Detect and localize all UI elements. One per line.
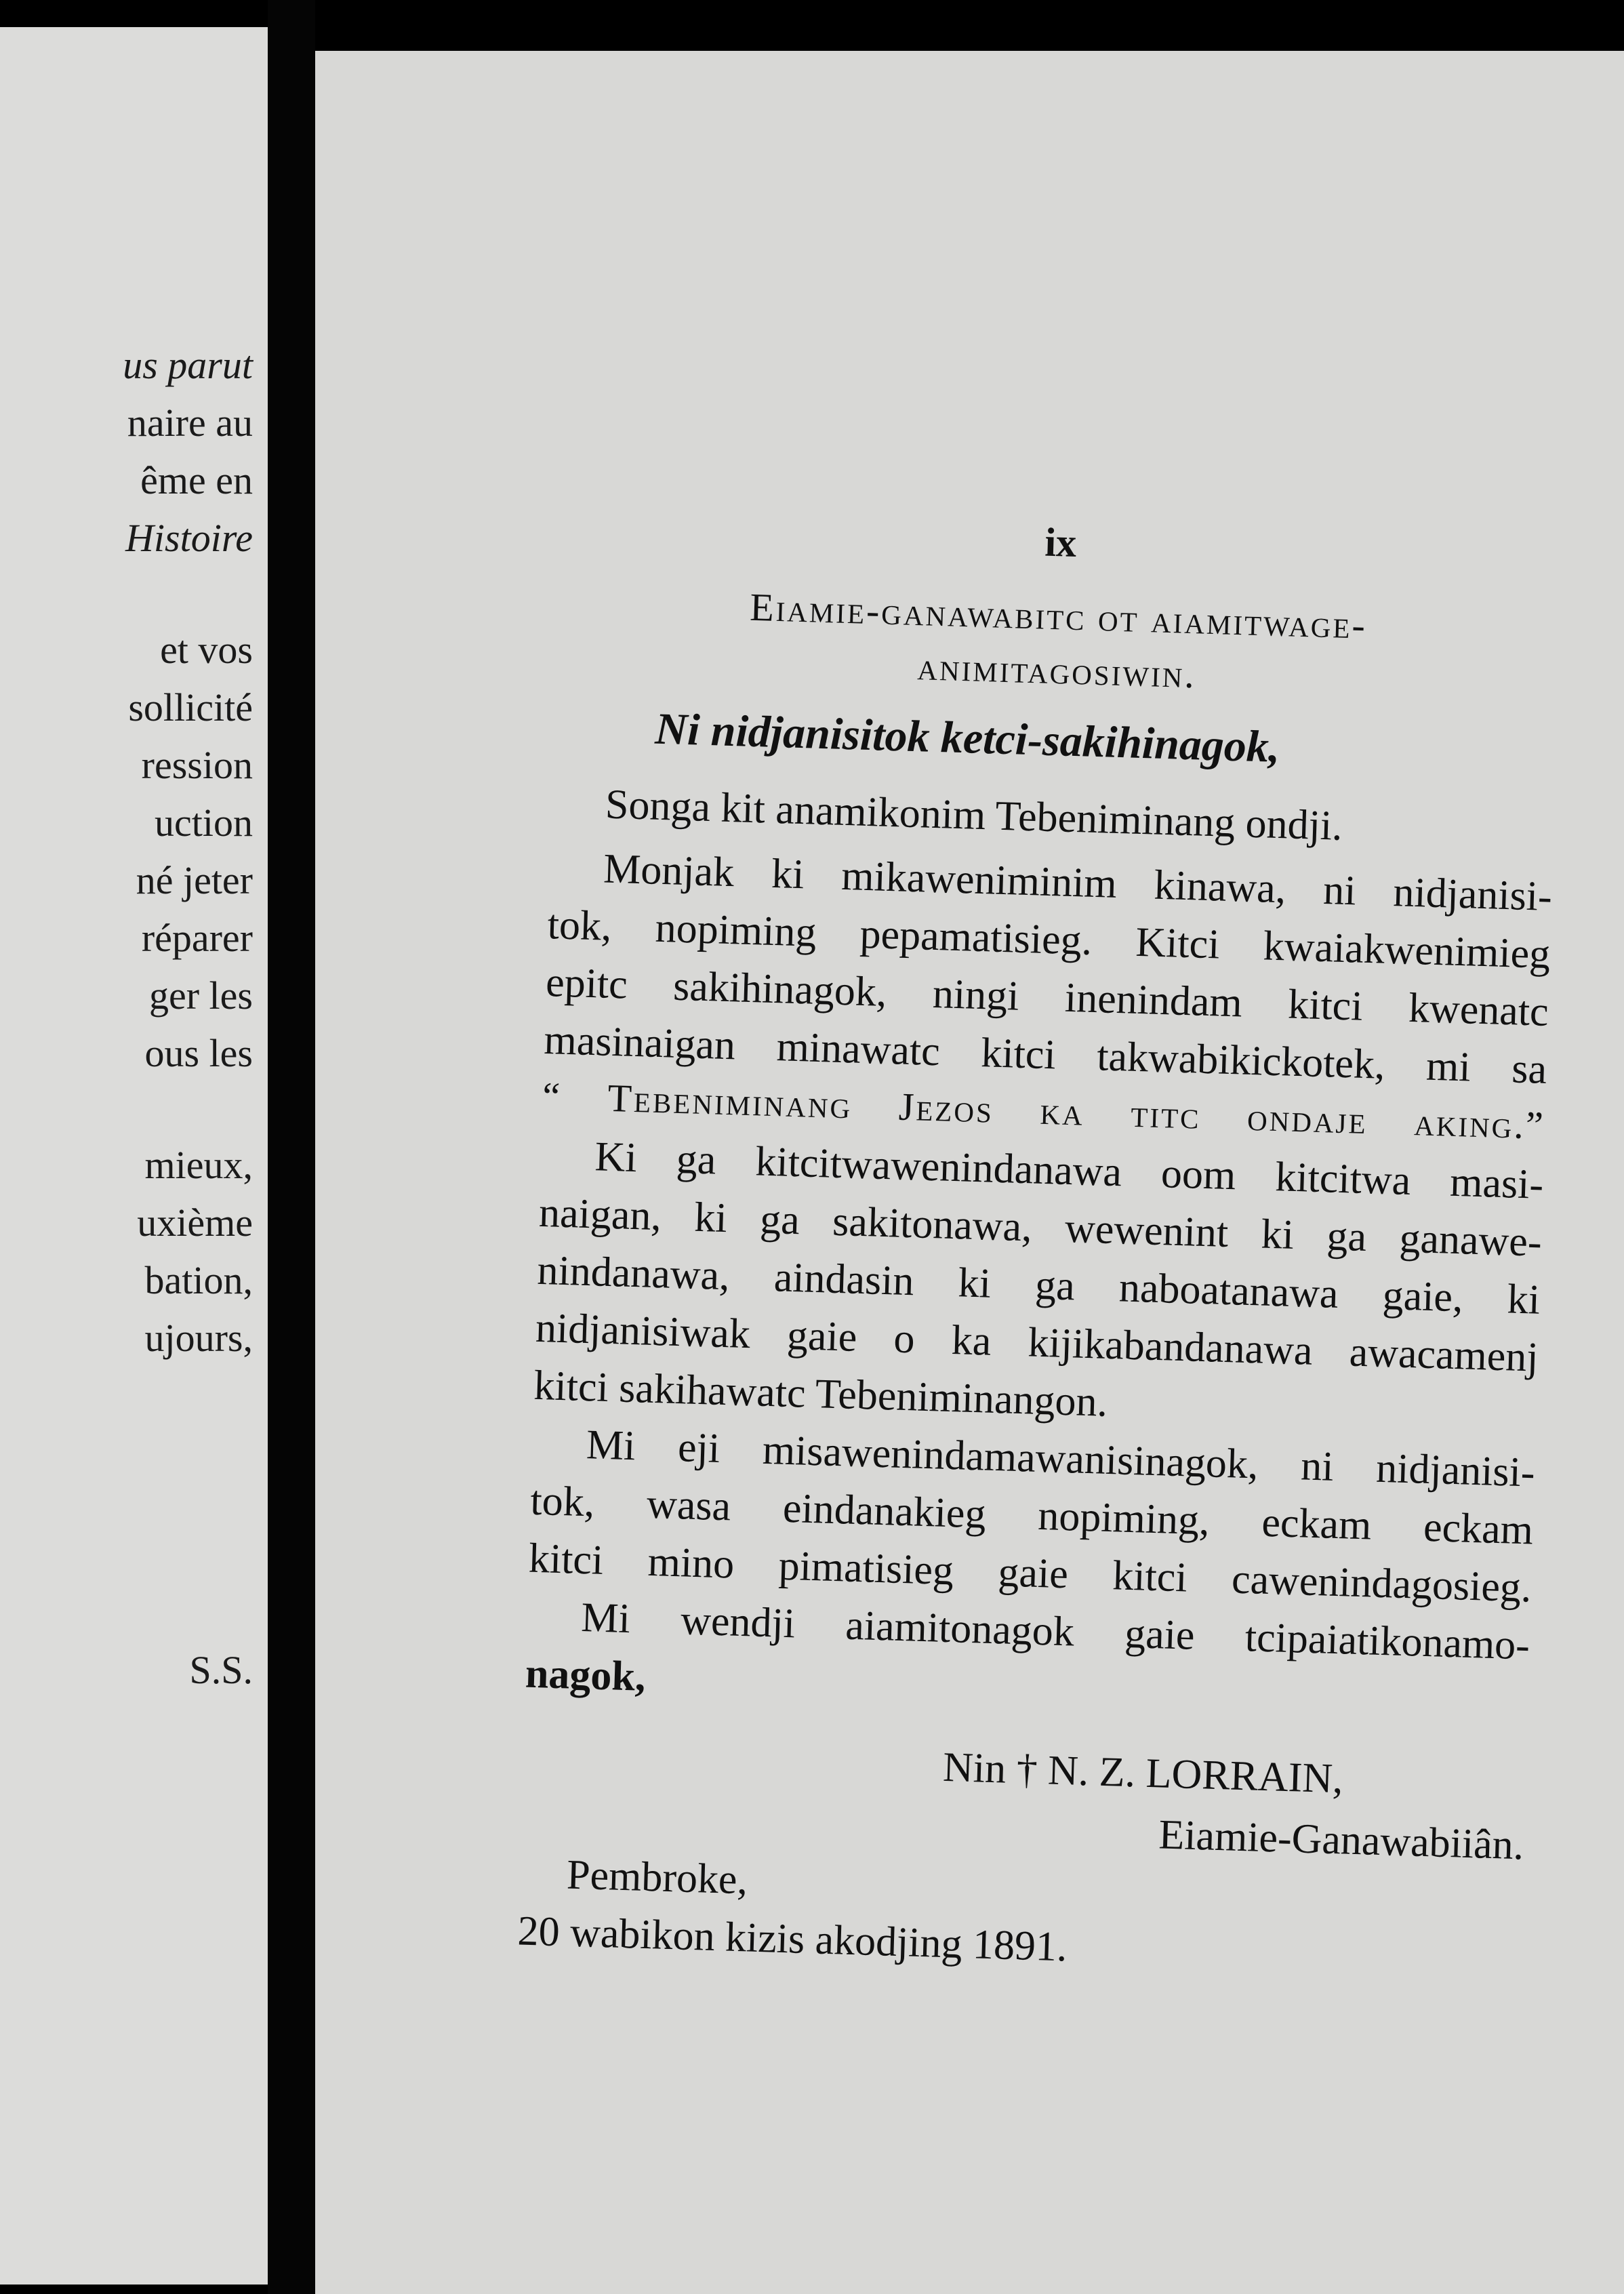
left-line: naire au <box>127 401 253 445</box>
left-line: ger les <box>149 973 253 1018</box>
signature-name: Nin † N. Z. LORRAIN, <box>942 1744 1344 1803</box>
place-line: Pembroke, <box>566 1851 749 1904</box>
left-line: et vos <box>160 628 253 672</box>
body-line: Ki ga kitcitwawenindanawa oom kitcitwa masi- <box>594 1133 1545 1208</box>
left-line: né jeter <box>136 858 253 902</box>
body-line: masinaigan minawatc kitci takwabikickotek, mi sa <box>543 1017 1548 1093</box>
page-number: ix <box>1044 519 1078 565</box>
body-line: Mi eji misawenindamawanisinagok, ni nidjanisi- <box>586 1422 1536 1496</box>
heading-line-1: Eiamie-ganawabitc ot aiamitwage- <box>749 584 1368 647</box>
date-line: 20 wabikon kizis akodjing 1891. <box>516 1908 1068 1971</box>
left-line <box>123 343 253 387</box>
body-line: epitc sakihinagok, ningi inenindam kitci kwenatc <box>545 959 1549 1035</box>
body-line-book-title: “ Tebeniminang Jezos ka titc ondaje aking.” <box>542 1073 1546 1148</box>
body-line: kitci mino pimatisieg gaie kitci cawenindagosieg. <box>528 1535 1532 1611</box>
right-page <box>315 51 1624 2294</box>
left-page-fragment <box>0 27 268 2285</box>
left-line: sollicité <box>128 685 253 729</box>
left-line: uction <box>155 801 253 845</box>
salutation: Ni nidjanisitok ketci-sakihinagok, <box>654 704 1281 773</box>
left-line: uxième <box>137 1201 253 1245</box>
body-line: nindanawa, aindasin ki ga naboatanawa gaie, ki <box>536 1247 1541 1323</box>
book-gutter <box>268 0 315 2294</box>
left-line: ujours, <box>144 1316 253 1360</box>
body-line: nagok, <box>525 1650 647 1700</box>
left-line: bation, <box>144 1258 253 1302</box>
left-line-italic: us parut <box>123 343 253 387</box>
left-line: Histoire <box>125 516 253 560</box>
body-line: Mi wendji aiamitonagok gaie tcipaiatikonamo- <box>580 1594 1530 1669</box>
left-line: réparer <box>141 916 253 960</box>
body-line: Monjak ki mikaweniminim kinawa, ni nidjanisi- <box>603 845 1553 921</box>
left-line: mieux, <box>144 1143 253 1187</box>
heading-line-2: animitagosiwin. <box>916 644 1197 697</box>
left-line: ême en <box>140 458 253 502</box>
left-line: S.S. <box>189 1648 253 1692</box>
body-line: tok, wasa eindanakieg nopiming, eckam eckam <box>529 1477 1534 1554</box>
body-line: nidjanisiwak gaie o ka kijikabandanawa awacamenj <box>535 1304 1539 1381</box>
left-line: ression <box>141 743 253 787</box>
body-line: kitci sakihawatc Tebeniminangon. <box>533 1362 1109 1426</box>
body-line: Songa kit anamikonim Tebeniminang ondji. <box>605 781 1343 849</box>
page-text-block <box>516 507 1563 1971</box>
body-line: naigan, ki ga sakitonawa, wewenint ki ga ganawe- <box>538 1189 1543 1266</box>
body-line: tok, nopiming pepamatisieg. Kitci kwaiakwenimieg <box>546 902 1551 978</box>
left-line: ous les <box>144 1031 253 1075</box>
signature-title: Eiamie-Ganawabiiân. <box>1158 1811 1525 1869</box>
